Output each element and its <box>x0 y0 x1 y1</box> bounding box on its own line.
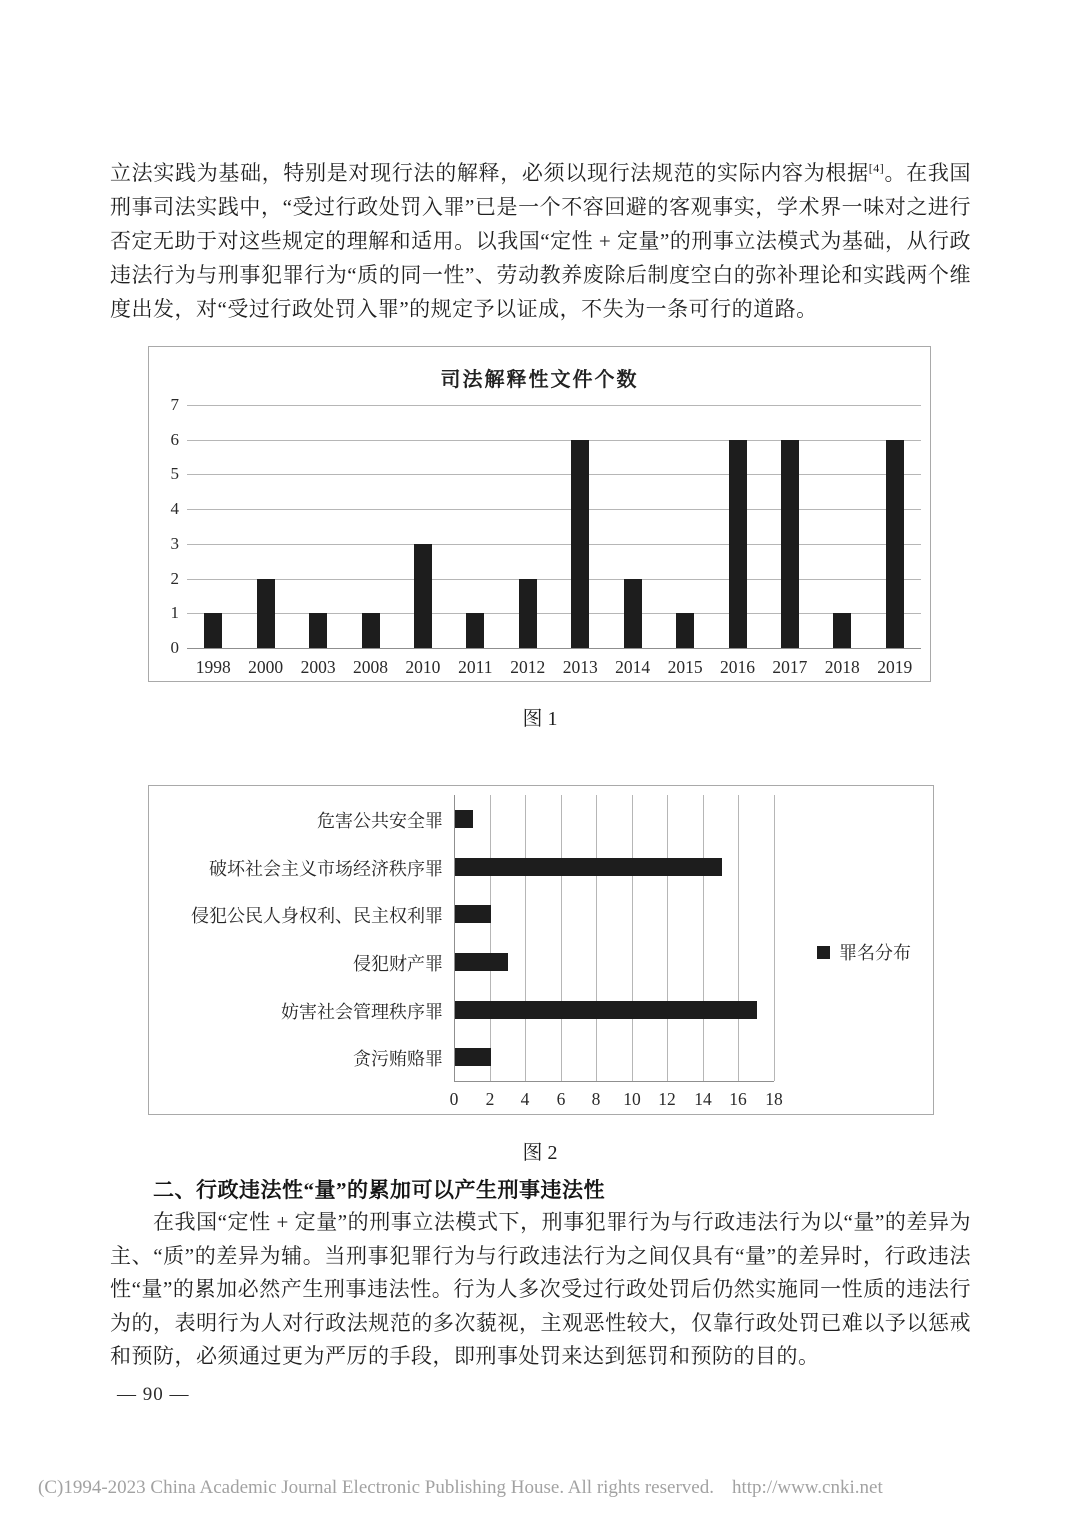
gridline <box>596 795 597 1081</box>
x-axis-tick-label: 18 <box>765 1089 783 1109</box>
x-axis-tick-label: 2011 <box>458 657 493 677</box>
axis-line <box>454 1081 774 1082</box>
bar <box>519 579 537 648</box>
x-axis-tick-label: 4 <box>520 1089 530 1109</box>
x-axis-tick-label: 2000 <box>248 657 284 677</box>
category-label: 妨害社会管理秩序罪 <box>281 1001 443 1022</box>
gridline <box>187 405 921 406</box>
x-axis-tick-label: 16 <box>729 1089 747 1109</box>
bar <box>781 440 799 648</box>
footer-url: http://www.cnki.net <box>731 1477 883 1498</box>
x-axis-tick-label: 14 <box>694 1089 712 1109</box>
section-heading: 二、行政违法性“量”的累加可以产生刑事违法性 <box>153 1178 605 1202</box>
gridline <box>490 795 491 1081</box>
gridline <box>187 579 921 580</box>
bar <box>309 613 327 648</box>
bar <box>833 613 851 648</box>
section-paragraph: 在我国“定性 + 定量”的刑事立法模式下，刑事犯罪行为与行政违法行为以“量”的差异为主、“质”的差异为辅。当刑事犯罪行为与行政违法行为之间仅具有“量”的差异时，行政违法性“量”的累加必然产生刑事违法性。行为人多次受过行政处罚后仍然实施同一性质的违法行为的，表明行为人对行政法规范的多次藐视，主观恶性较大，仅靠行政处罚已难以予以惩戒和预防，必须通过更为严厉的手段，即刑事处罚来达到惩罚和预防的目的。 <box>110 1210 971 1368</box>
gridline <box>187 474 921 475</box>
x-axis-tick-label: 10 <box>623 1089 641 1109</box>
figure1-caption: 图 1 <box>522 708 558 730</box>
bar <box>455 858 722 876</box>
gridline <box>187 613 921 614</box>
gridline <box>454 795 455 1081</box>
gridline <box>187 648 921 649</box>
x-axis-tick-label: 2018 <box>824 657 860 677</box>
bar <box>362 613 380 648</box>
figure1-plot-area <box>170 395 921 677</box>
figure2-caption: 图 2 <box>522 1142 558 1164</box>
bar <box>466 613 484 648</box>
bar <box>455 953 508 971</box>
bar <box>624 579 642 648</box>
x-axis-tick-label: 1998 <box>195 657 231 677</box>
category-label: 侵犯公民人身权利、民主权利罪 <box>191 906 443 927</box>
footer-copyright: (C)1994-2023 China Academic Journal Electronic Publishing House. All rights reserved. <box>38 1477 714 1498</box>
figure2-plot-area <box>191 795 783 1109</box>
x-axis-tick-label: 6 <box>556 1089 566 1109</box>
y-axis-tick-label: 1 <box>170 603 179 622</box>
x-axis-tick-label: 2 <box>485 1089 495 1109</box>
y-axis-tick-label: 0 <box>170 638 179 657</box>
footnote-marker: [4] <box>868 161 885 175</box>
gridline <box>703 795 704 1081</box>
gridline <box>774 795 775 1081</box>
y-axis-tick-label: 7 <box>170 395 179 414</box>
gridline <box>667 795 668 1081</box>
page-number: — 90 — <box>117 1384 190 1405</box>
gridline <box>187 544 921 545</box>
y-axis-tick-label: 4 <box>170 499 179 518</box>
bar <box>886 440 904 648</box>
y-axis-tick-label: 2 <box>170 569 179 588</box>
footer <box>38 1477 1048 1499</box>
category-label: 侵犯财产罪 <box>353 953 443 974</box>
gridline <box>525 795 526 1081</box>
legend-label: 罪名分布 <box>839 943 911 963</box>
bar <box>455 810 473 828</box>
bar <box>455 1048 491 1066</box>
x-axis-tick-label: 2012 <box>510 657 546 677</box>
x-axis-tick-label: 2016 <box>719 657 755 677</box>
gridline <box>187 509 921 510</box>
x-axis-tick-label: 2003 <box>300 657 336 677</box>
x-axis-tick-label: 2015 <box>667 657 703 677</box>
x-axis-tick-label: 2014 <box>615 657 651 677</box>
intro-paragraph <box>110 156 971 326</box>
y-axis-tick-label: 5 <box>170 464 179 483</box>
x-axis-tick-label: 2008 <box>352 657 388 677</box>
bar <box>455 905 491 923</box>
bar <box>257 579 275 648</box>
x-axis-tick-label: 0 <box>449 1089 459 1109</box>
intro-paragraph-rest: 。在我国刑事司法实践中，“受过行政处罚入罪”已是一个不容回避的客观事实，学术界一味对之进行否定无助于对这些规定的理解和适用。以我国“定性 + 定量”的刑事立法模式为基础，从行政违法行为与刑事犯罪行为“质的同一性”、劳动教养废除后制度空白的弥补理论和实践两个维度出发，对“受过行政处罚入罪”的规定予以证成，不失为一条可行的道路。 <box>110 161 971 321</box>
bar <box>571 440 589 648</box>
x-axis-tick-label: 2010 <box>405 657 441 677</box>
gridline <box>561 795 562 1081</box>
category-label: 危害公共安全罪 <box>317 810 443 831</box>
bar <box>414 544 432 648</box>
figure1-title: 司法解释性文件个数 <box>440 369 639 391</box>
figure1-chart <box>148 346 931 682</box>
figure2-chart <box>148 785 934 1115</box>
bar <box>676 613 694 648</box>
bar <box>455 1001 757 1019</box>
gridline <box>738 795 739 1081</box>
x-axis-tick-label: 12 <box>658 1089 676 1109</box>
category-label: 破坏社会主义市场经济秩序罪 <box>209 858 443 879</box>
x-axis-tick-label: 2019 <box>877 657 913 677</box>
figure2-legend <box>817 939 911 965</box>
category-label: 贪污贿赂罪 <box>353 1049 443 1070</box>
intro-paragraph-text: 立法实践为基础，特别是对现行法的解释，必须以现行法规范的实际内容为根据 <box>110 161 869 185</box>
x-axis-tick-label: 8 <box>591 1089 601 1109</box>
gridline <box>632 795 633 1081</box>
gridline <box>187 440 921 441</box>
x-axis-tick-label: 2017 <box>772 657 808 677</box>
bar <box>204 613 222 648</box>
bar <box>729 440 747 648</box>
x-axis-tick-label: 2013 <box>562 657 598 677</box>
y-axis-tick-label: 3 <box>170 534 179 553</box>
y-axis-tick-label: 6 <box>170 430 179 449</box>
legend-swatch-icon <box>817 946 830 959</box>
